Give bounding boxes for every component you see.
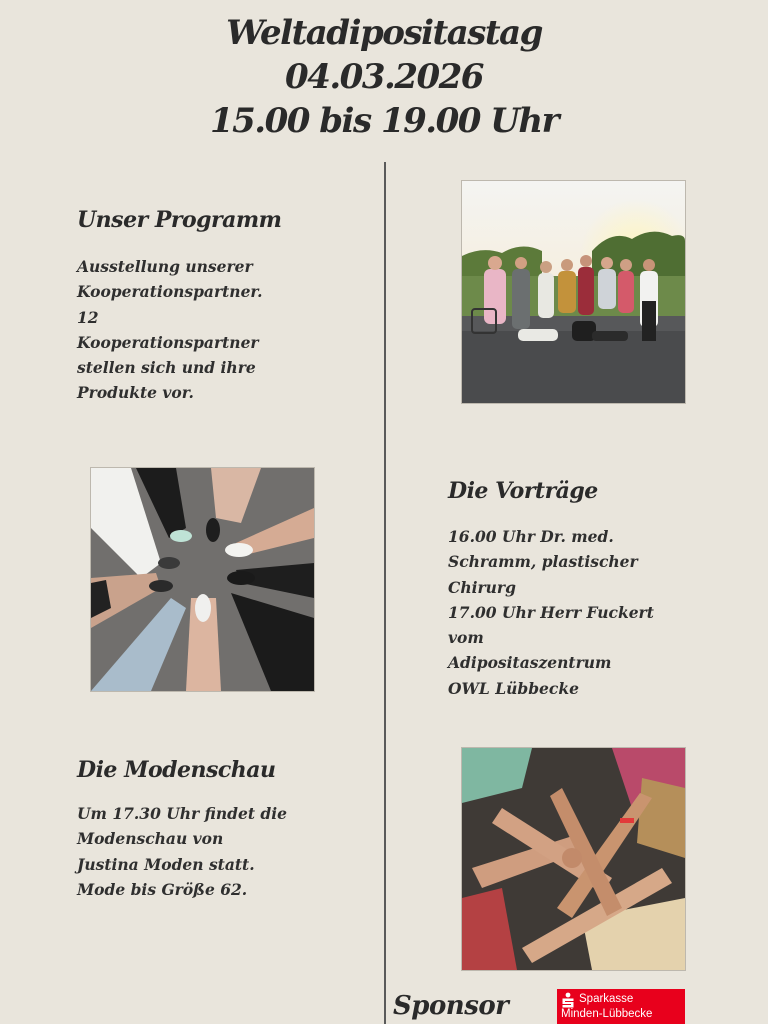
program-text: Ausstellung unserer Kooperationspartner. 12 Kooperationspartner stellen sich und ihre Produkte vor. [77,257,263,403]
sponsor-heading: Sponsor [393,991,509,1021]
sponsor-logo-line2: Minden-Lübbecke [561,1008,653,1020]
sponsor-logo-line1: Sparkasse [579,993,634,1005]
hands-photo [461,747,686,971]
sparkasse-s-icon [561,992,575,1008]
sparkasse-logo [557,989,685,1024]
fashion-text: Um 17.30 Uhr findet die Modenschau von Justina Moden statt. Mode bis Größe 62. [77,804,287,899]
fashion-heading: Die Modenschau [77,757,276,783]
event-title: Weltadipositastag [226,13,542,53]
program-heading: Unser Programm [77,207,282,233]
talks-heading: Die Vorträge [448,478,598,504]
group-photo [461,180,686,404]
event-date: 04.03.2026 [285,57,483,97]
center-divider [384,162,386,1024]
event-time: 15.00 bis 19.00 Uhr [209,101,559,141]
talks-text: 16.00 Uhr Dr. med. Schramm, plastischer Chirurg 17.00 Uhr Herr Fuckert vom Adipositaszentrum OWL Lübbecke [448,527,654,698]
feet-circle-photo [90,467,315,692]
